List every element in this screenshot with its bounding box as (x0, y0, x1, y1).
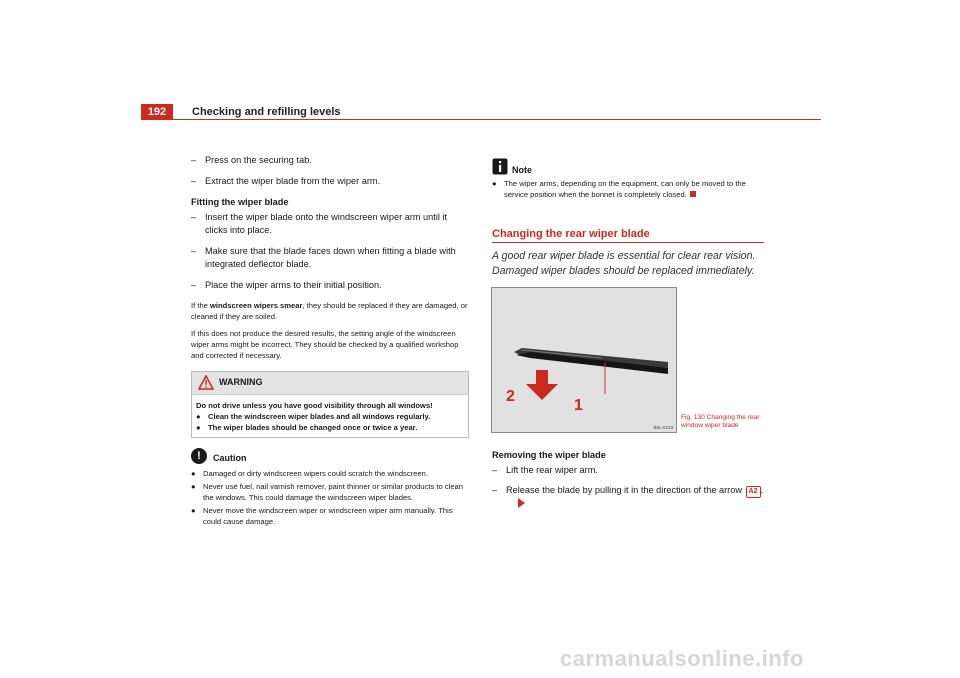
warning-bullet (196, 411, 464, 422)
dash: – (191, 246, 197, 256)
caution-bullet (191, 505, 469, 527)
dash: – (191, 155, 197, 165)
watermark: carmanualsonline.info (560, 646, 804, 671)
figure-reference-badge[interactable]: A2 (746, 486, 761, 498)
step-press-tab (191, 154, 469, 167)
caution-bullet (191, 468, 469, 479)
dash: – (191, 212, 197, 222)
warning-title: WARNING (219, 377, 263, 387)
step-text: Release the blade by pulling it in the direction of the arrow (506, 485, 742, 495)
caution-header (191, 448, 469, 468)
bullet-dot: ● (191, 506, 196, 515)
note-body (492, 178, 768, 200)
warning-triangle-icon (198, 375, 214, 390)
bullet-dot: ● (191, 469, 196, 478)
removing-heading: Removing the wiper blade (492, 450, 606, 460)
callout-1: 1 (574, 397, 583, 414)
step-release-blade (492, 484, 772, 511)
para-prefix: If the (191, 301, 210, 310)
step-text: Press on the securing tab. (205, 155, 312, 165)
warning-bullet (196, 422, 464, 433)
note-header (492, 158, 772, 178)
dash: – (191, 176, 197, 186)
bullet-text: Never move the windscreen wiper or windscreen wiper arm manually. This could cause damage. (203, 506, 453, 526)
step-extract-blade (191, 175, 469, 188)
callout-2: 2 (506, 388, 515, 405)
step-text: Make sure that the blade faces down when fitting a blade with integrated deflector blade. (205, 246, 456, 269)
dash: – (191, 280, 197, 290)
dash: – (492, 465, 498, 475)
step-text: Place the wiper arms to their initial position. (205, 280, 382, 290)
bullet-text: Damaged or dirty windscreen wipers could scratch the windscreen. (203, 469, 428, 478)
removing-section (492, 449, 772, 518)
dash: – (492, 485, 498, 495)
warning-lead: Do not drive unless you have good visibility through all windows! (196, 401, 433, 410)
caution-title: Caution (213, 453, 247, 463)
note-info-icon (492, 158, 508, 175)
page-number: 192 (141, 104, 173, 120)
caution-bullet (191, 481, 469, 503)
para-bold: windscreen wipers smear (210, 301, 303, 310)
warning-header (192, 372, 468, 395)
wiper-figure (491, 287, 677, 433)
step-initial-position (191, 279, 469, 292)
section-divider (492, 242, 764, 243)
step-text: Lift the rear wiper arm. (506, 465, 598, 475)
warning-body (192, 395, 468, 437)
step-text: Extract the wiper blade from the wiper arm. (205, 176, 381, 186)
bullet-text: The wiper blades should be changed once or twice a year. (208, 423, 418, 432)
step-end: . (760, 485, 764, 495)
bullet-text: The wiper arms, depending on the equipment, can only be moved to the service position when the bonnet is completely closed. (504, 179, 746, 199)
bullet-dot: ● (492, 179, 497, 188)
left-column (191, 154, 469, 529)
figure-caption: Fig. 130 Changing the rear window wiper blade (681, 414, 760, 429)
note-bullet (492, 178, 768, 200)
section-intro: A good rear wiper blade is essential for clear rear vision. Damaged wiper blades should be replaced immediately. (492, 250, 756, 277)
note-title: Note (512, 165, 532, 175)
step-insert-blade (191, 211, 469, 237)
bullet-dot: ● (196, 412, 201, 421)
step-text: Insert the wiper blade onto the windscreen wiper arm until it clicks into place. (205, 212, 448, 235)
header-divider (141, 119, 821, 120)
caution-exclamation-icon: ! (191, 448, 207, 464)
caution-body (191, 468, 469, 527)
smear-paragraph (191, 300, 469, 322)
next-page-arrow-icon[interactable] (518, 498, 525, 508)
bullet-text: Never use fuel, nail varnish remover, paint thinner or similar products to clean the windows. This could damage the windscreen wiper blades. (203, 482, 463, 502)
step-blade-faces-down (191, 245, 469, 271)
bullet-dot: ● (196, 423, 201, 432)
bullet-dot: ● (191, 482, 196, 491)
setting-angle-paragraph: If this does not produce the desired results, the setting angle of the windscreen wiper arms might be incorrect. They should be checked by a qualified workshop and corrected if necessary. (191, 329, 459, 360)
fitting-heading: Fitting the wiper blade (191, 197, 289, 207)
bullet-text: Clean the windscreen wiper blades and all windows regularly. (208, 412, 431, 421)
step-lift-arm (492, 464, 772, 477)
end-of-section-marker (690, 191, 696, 197)
section-title: Changing the rear wiper blade (492, 228, 650, 240)
warning-box (191, 371, 469, 438)
figure-code: B6L-0123 (653, 425, 673, 430)
pull-arrow (526, 370, 558, 400)
rear-wiper-illustration (492, 288, 676, 432)
chapter-title: Checking and refilling levels (192, 106, 341, 118)
para-suffix: , they should be replaced if they are damaged, or cleaned if they are soiled. (191, 301, 468, 321)
